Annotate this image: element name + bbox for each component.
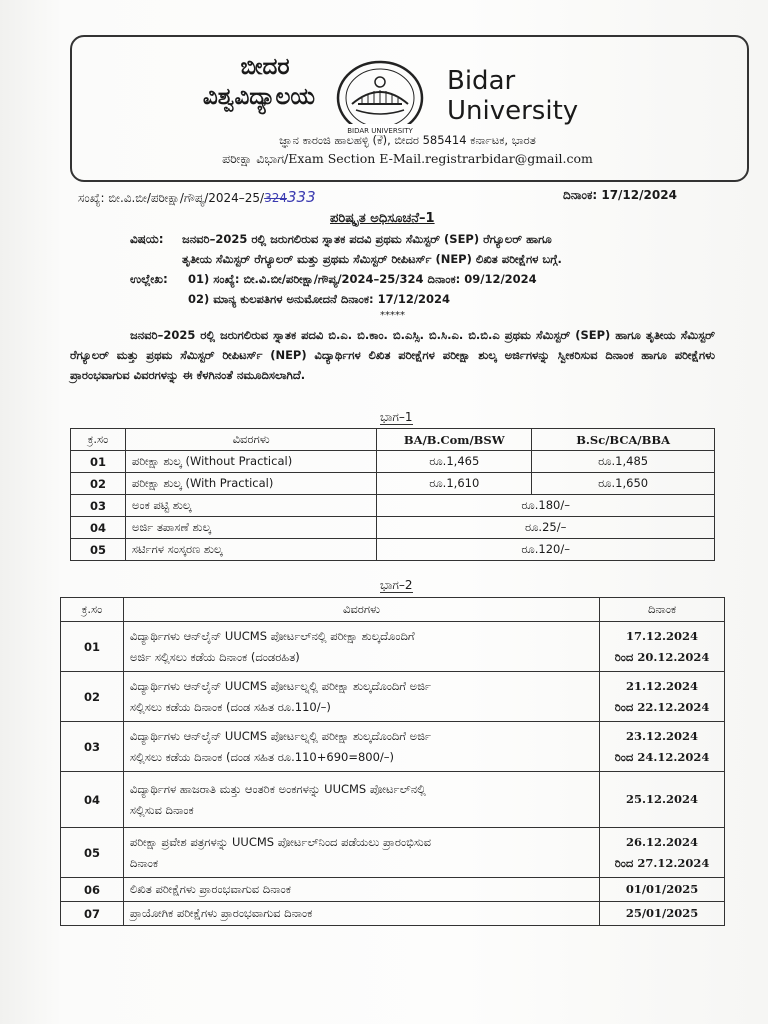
table-row <box>71 517 715 539</box>
row-date <box>600 672 725 722</box>
row-description <box>123 722 599 772</box>
column-header-details: ವಿವರಗಳು <box>123 598 599 622</box>
table-row <box>61 828 725 878</box>
column-header-serial: ಕ್ರ.ಸಂ <box>61 598 124 622</box>
row-date <box>600 828 725 878</box>
column-header-details: ವಿವರಗಳು <box>125 429 376 451</box>
row-description: ಪರೀಕ್ಷಾ ಶುಲ್ಕ (With Practical) <box>125 473 376 495</box>
row-serial: 05 <box>71 539 126 561</box>
date-line1: 21.12.2024 <box>626 678 699 693</box>
row-serial: 03 <box>71 495 126 517</box>
exam-section-email: ಪರೀಕ್ಷಾ ವಿಭಾಗ/Exam Section E-Mail.registrarbidar@gmail.com <box>222 151 593 166</box>
row-serial: 02 <box>61 672 124 722</box>
part2-heading-text: ಭಾಗ–2 <box>380 578 413 592</box>
table-row <box>61 622 725 672</box>
description-line1: ವಿದ್ಯಾರ್ಥಿಗಳು ಆನ್‌ಲೈನ್ UUCMS ಪೋರ್ಟಲ್ನಲ್ಲಿ ಪರೀಕ್ಷಾ ಶುಲ್ಕದೊಂದಿಗೆ ಅರ್ಜಿ <box>129 678 431 693</box>
date-line1: 17.12.2024 <box>626 628 699 643</box>
row-description <box>123 672 599 722</box>
row-fee-bsc: ರೂ.1,650 <box>532 473 715 495</box>
row-fee-common: ರೂ.120/– <box>377 539 715 561</box>
description-line2: ಅರ್ಜಿ ಸಲ್ಲಿಸಲು ಕಡೆಯ ದಿನಾಂಕ (ದಂಡರಹಿತ) <box>129 649 300 664</box>
description-line2: ಸಲ್ಲಿಸಲು ಕಡೆಯ ದಿನಾಂಕ (ದಂಡ ಸಹಿತ ರೂ.110/–) <box>129 699 331 714</box>
part1-heading <box>380 410 413 425</box>
column-header-ba-bcom-bsw: BA/B.Com/BSW <box>377 429 532 451</box>
table-row <box>71 495 715 517</box>
date-line2: ರಿಂದ 24.12.2024 <box>614 749 710 764</box>
reference-label: ಸಂಖ್ಯೆ: ಬೀ.ವಿ.ಬೀ/ಪರೀಕ್ಷಾ/ಗೌಪ್ಯ/2024–25/ <box>78 191 265 205</box>
row-serial: 07 <box>61 902 124 926</box>
part2-heading <box>380 578 413 593</box>
description-line1: ವಿದ್ಯಾರ್ಥಿಗಳು ಆನ್‌ಲೈನ್ UUCMS ಪೋರ್ಟಲ್ನಲ್ಲಿ ಪರೀಕ್ಷಾ ಶುಲ್ಕದೊಂದಿಗೆ ಅರ್ಜಿ <box>129 728 431 743</box>
row-fee-bsc: ರೂ.1,485 <box>532 451 715 473</box>
table-row <box>61 672 725 722</box>
table-row <box>71 473 715 495</box>
row-date: 01/01/2025 <box>600 878 725 902</box>
subject-line1: ಜನವರಿ–2025 ರಲ್ಲಿ ಜರುಗಲಿರುವ ಸ್ನಾತಕ ಪದವಿ ಪ್ರಥಮ ಸೆಮಿಸ್ಟರ್ (SEP) ರೆಗ್ಯೂಲರ್ ಹಾಗೂ <box>182 232 552 246</box>
reference-2: 02) ಮಾನ್ಯ ಕುಲಪತಿಗಳ ಅನುಮೋದನೆ ದಿನಾಂಕ: 17/12/2024 <box>188 292 451 306</box>
date-line1: 26.12.2024 <box>626 834 699 849</box>
part2-schedule-table <box>60 597 725 926</box>
row-description: ಲಿಖಿತ ಪರೀಕ್ಷೆಗಳು ಪ್ರಾರಂಭವಾಗುವ ದಿನಾಂಕ <box>123 878 599 902</box>
part1-heading-text: ಭಾಗ–1 <box>380 410 413 424</box>
column-header-bsc-bca-bba: B.Sc/BCA/BBA <box>532 429 715 451</box>
date-line2: ರಿಂದ 27.12.2024 <box>614 855 710 870</box>
row-description <box>123 622 599 672</box>
description-line2: ಸಲ್ಲಿಸುವ ದಿನಾಂಕ <box>129 802 194 817</box>
row-date <box>600 772 725 828</box>
description-line2: ದಿನಾಂಕ <box>129 855 159 870</box>
row-serial: 04 <box>71 517 126 539</box>
reference-number-line <box>78 188 316 206</box>
separator-stars: ***** <box>380 310 405 321</box>
part1-fee-table <box>70 428 715 561</box>
kannada-title-line1: ಬೀದರ <box>240 53 290 80</box>
row-fee-common: ರೂ.25/– <box>377 517 715 539</box>
row-serial: 03 <box>61 722 124 772</box>
date-line1: 25.12.2024 <box>626 792 699 806</box>
row-date: 25/01/2025 <box>600 902 725 926</box>
logo-caption: BIDAR UNIVERSITY <box>347 127 413 135</box>
notice-date: ದಿನಾಂಕ: 17/12/2024 <box>563 188 677 202</box>
struck-reference-number: 324 <box>264 191 287 205</box>
handwritten-reference-number: 333 <box>287 188 316 206</box>
table-row <box>61 902 725 926</box>
row-serial: 04 <box>61 772 124 828</box>
row-fee-common: ರೂ.180/– <box>377 495 715 517</box>
kannada-title-line2: ವಿಶ್ವವಿದ್ಯಾಲಯ <box>202 83 315 110</box>
description-line2: ಸಲ್ಲಿಸಲು ಕಡೆಯ ದಿನಾಂಕ (ದಂಡ ಸಹಿತ ರೂ.110+690=800/–) <box>129 749 395 764</box>
university-address: ಜ್ಞಾನ ಕಾರಂಜಿ ಹಾಲಹಳ್ಳಿ (ಕೆ), ಬೀದರ 585414 ಕರ್ನಾಟಕ, ಭಾರತ <box>279 133 536 147</box>
table-row <box>61 722 725 772</box>
row-fee-ba: ರೂ.1,465 <box>377 451 532 473</box>
row-description: ಪ್ರಾಯೋಗಿಕ ಪರೀಕ್ಷೆಗಳು ಪ್ರಾರಂಭವಾಗುವ ದಿನಾಂಕ <box>123 902 599 926</box>
kannada-university-name <box>202 52 315 110</box>
column-header-date: ದಿನಾಂಕ <box>600 598 725 622</box>
subject-line2: ತೃತೀಯ ಸೆಮಿಸ್ಟರ್ ರೆಗ್ಯೂಲರ್ ಮತ್ತು ಪ್ರಥಮ ಸೆಮಿಸ್ಟರ್ ರೀಪಿಟರ್ಸ್ (NEP) ಲಿಖಿತ ಪರೀಕ್ಷೆಗಳ ಬಗ್ಗೆ. <box>182 252 562 266</box>
references-label: ಉಲ್ಲೇಖ: <box>130 272 168 286</box>
table-row <box>61 772 725 828</box>
subject-label: ವಿಷಯ: <box>130 232 164 246</box>
row-description: ಸರ್ಟಿಗಳ ಸಂಸ್ಕರಣ ಶುಲ್ಕ <box>125 539 376 561</box>
column-header-serial: ಕ್ರ.ಸಂ <box>71 429 126 451</box>
table-header-row <box>61 598 725 622</box>
date-line2: ರಿಂದ 20.12.2024 <box>614 649 710 664</box>
row-serial: 02 <box>71 473 126 495</box>
row-date <box>600 622 725 672</box>
english-university-name <box>447 66 578 126</box>
description-line1: ವಿದ್ಯಾರ್ಥಿಗಳ ಹಾಜರಾತಿ ಮತ್ತು ಆಂತರಿಕ ಅಂಕಗಳನ್ನು UUCMS ಪೋರ್ಟಲ್‌ನಲ್ಲಿ <box>129 781 426 796</box>
row-description: ಅಂಕ ಪಟ್ಟಿ ಶುಲ್ಕ <box>125 495 376 517</box>
university-logo-icon <box>330 58 430 140</box>
table-row <box>71 539 715 561</box>
notice-body-paragraph: ಜನವರಿ–2025 ರಲ್ಲಿ ಜರುಗಲಿರುವ ಸ್ನಾತಕ ಪದವಿ ಬಿ.ಎ. ಬಿ.ಕಾಂ. ಬಿ.ಎಸ್ಸಿ. ಬಿ.ಸಿ.ಎ. ಬಿ.ಬಿ.ಎ ಪ್ರಥಮ ಸೆಮಿಸ್ಟರ್ (SEP) ಹಾಗೂ ತೃತೀಯ ಸೆಮಿಸ್ಟರ್ ರೆಗ್ಯೂಲರ್ ಮತ್ತು ಪ್ರಥಮ ಸೆಮಿಸ್ಟರ್ ರೀಪಿಟರ್ಸ್ (NEP) ವಿದ್ಯಾರ್ಥಿಗಳ ಲಿಖಿತ ಪರೀಕ್ಷೆಗಳ ಪರೀಕ್ಷಾ ಶುಲ್ಕ ಅರ್ಜಿಗಳನ್ನು ಸ್ವೀಕರಿಸುವ ದಿನಾಂಕ ಹಾಗೂ ಪರೀಕ್ಷೆಗಳು ಪ್ರಾರಂಭವಾಗುವ ವಿವರಗಳನ್ನು ಈ ಕೆಳಗಿನಂತೆ ನಮೂದಿಸಲಾಗಿದೆ. <box>70 328 715 382</box>
row-description <box>123 772 599 828</box>
row-date <box>600 722 725 772</box>
date-line1: 23.12.2024 <box>626 728 699 743</box>
row-description <box>123 828 599 878</box>
row-serial: 05 <box>61 828 124 878</box>
table-header-row <box>71 429 715 451</box>
description-line1: ವಿದ್ಯಾರ್ಥಿಗಳು ಆನ್‌ಲೈನ್ UUCMS ಪೋರ್ಟಲ್‌ನಲ್ಲಿ ಪರೀಕ್ಷಾ ಶುಲ್ಕದೊಂದಿಗೆ <box>129 628 415 643</box>
english-title-line2: University <box>447 96 579 126</box>
row-description: ಅರ್ಜಿ ತಪಾಸಣೆ ಶುಲ್ಕ <box>125 517 376 539</box>
description-line1: ಪರೀಕ್ಷಾ ಪ್ರವೇಶ ಪತ್ರಗಳನ್ನು UUCMS ಪೋರ್ಟಲ್‌ನಿಂದ ಪಡೆಯಲು ಪ್ರಾರಂಭಿಸುವ <box>129 834 431 849</box>
reference-1: 01) ಸಂಖ್ಯೆ: ಬೀ.ವಿ.ಬೀ/ಪರೀಕ್ಷಾ/ಗೌಪ್ಯ/2024–25/324 ದಿನಾಂಕ: 09/12/2024 <box>188 272 537 286</box>
row-serial: 01 <box>71 451 126 473</box>
table-row <box>61 878 725 902</box>
row-serial: 01 <box>61 622 124 672</box>
notice-title: ಪರಿಷ್ಕೃತ ಅಧಿಸೂಚನೆ–1 <box>330 211 435 226</box>
row-description: ಪರೀಕ್ಷಾ ಶುಲ್ಕ (Without Practical) <box>125 451 376 473</box>
table-row <box>71 451 715 473</box>
english-title-line1: Bidar <box>447 66 516 96</box>
row-serial: 06 <box>61 878 124 902</box>
row-fee-ba: ರೂ.1,610 <box>377 473 532 495</box>
date-line2: ರಿಂದ 22.12.2024 <box>614 699 710 714</box>
